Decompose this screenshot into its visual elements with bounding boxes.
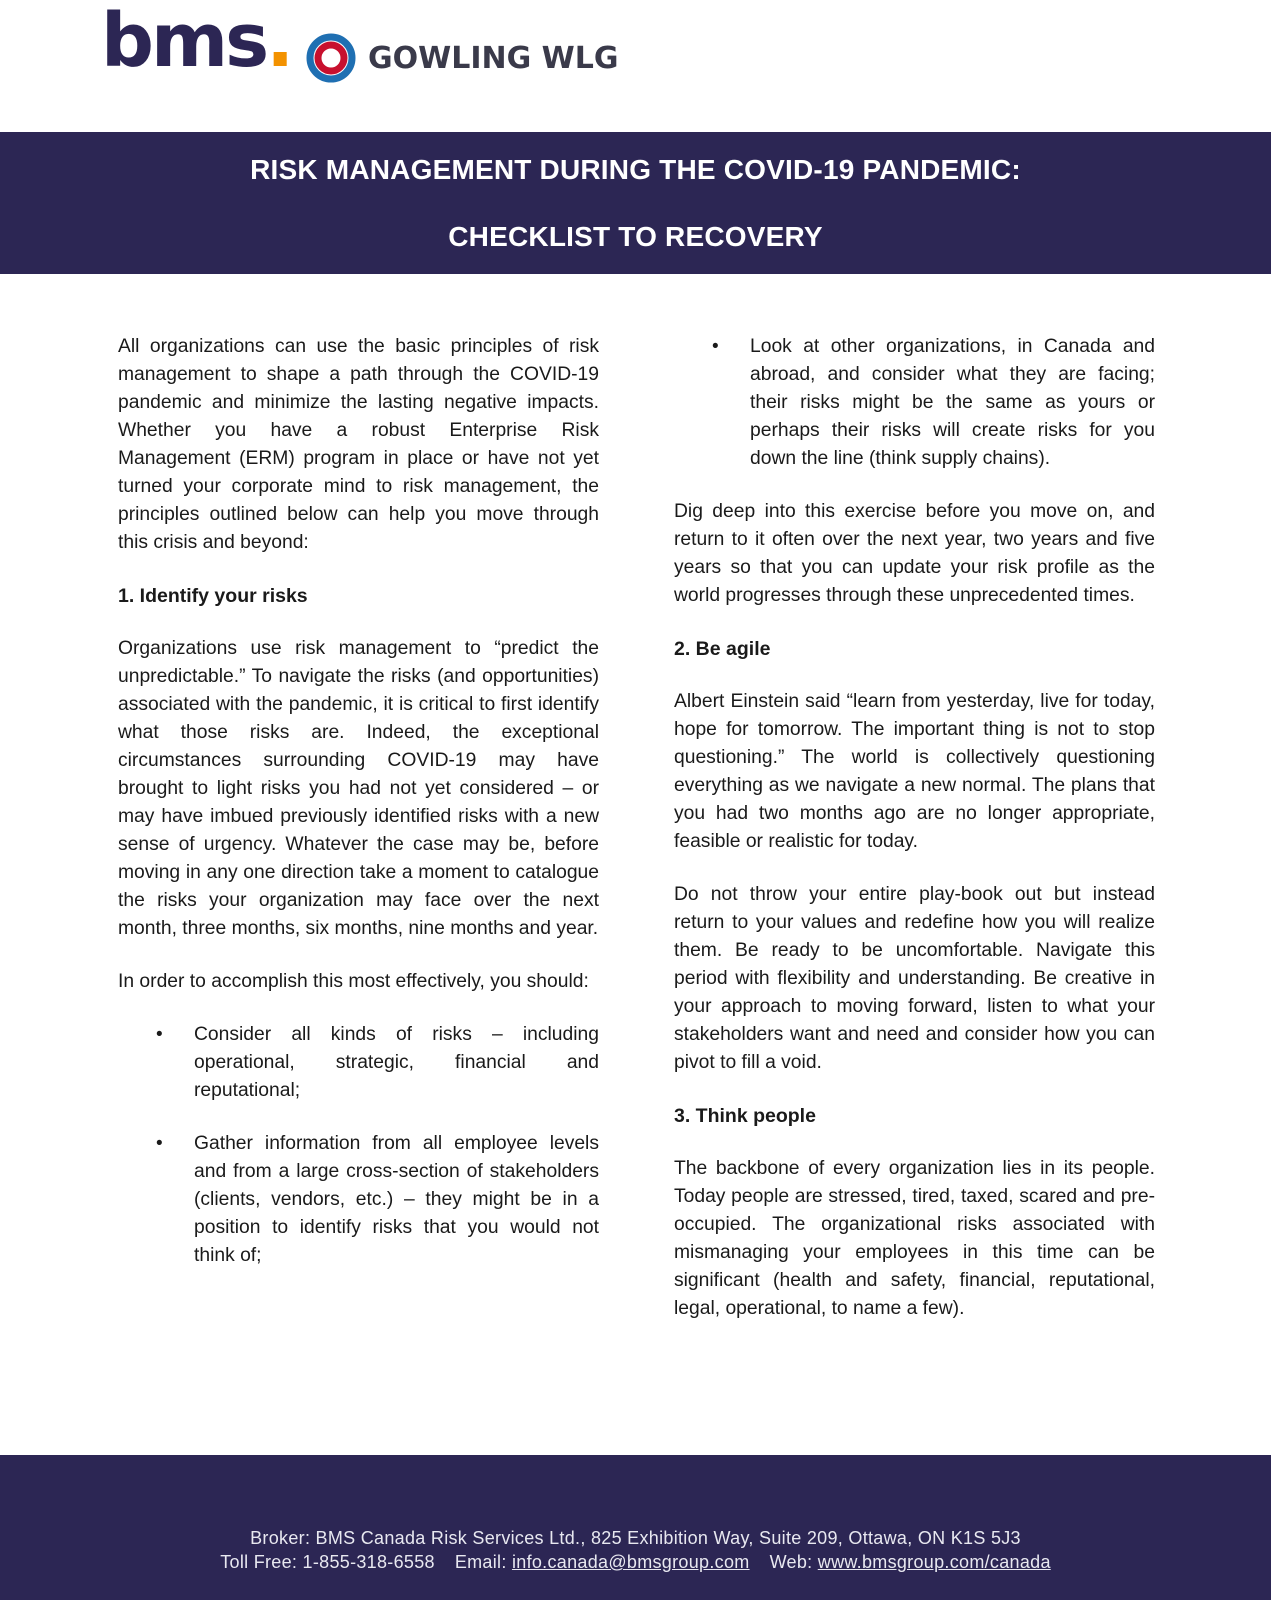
bullet-icon: •	[156, 1133, 163, 1154]
left-column	[118, 333, 599, 1295]
risk-checklist-continued	[674, 333, 1155, 473]
people-paragraph: The backbone of every organization lies in its people. Today people are stressed, tired, taxed, scared and pre-occupied. The organizational risks associated with mismanaging your employees in this time can be significant (health and safety, financial, reputational, legal, operational, to name a few).	[674, 1158, 1155, 1319]
toll-free-number: Toll Free: 1-855-318-6558	[220, 1552, 435, 1572]
document-title: RISK MANAGEMENT DURING THE COVID-19 PANDEMIC:	[250, 154, 1021, 185]
broker-address: Broker: BMS Canada Risk Services Ltd., 825 Exhibition Way, Suite 209, Ottawa, ON K1S 5J3	[250, 1528, 1021, 1548]
playbook-paragraph: Do not throw your entire play-book out but instead return to your values and redefine how you will realize them. Be ready to be uncomfortable. Navigate this period with flexibility and understanding. Be creative in your approach to moving forward, listen to what your stakeholders want and need and consider how you can pivot to fill a void.	[674, 884, 1155, 1073]
section-heading-think-people: 3. Think people	[674, 1105, 816, 1127]
right-column	[674, 333, 1155, 1348]
contact-line	[0, 1552, 1271, 1573]
list-item-text: Consider all kinds of risks – including operational, strategic, financial and reputational;	[194, 1024, 599, 1101]
gowling-logo-text: GOWLING WLG	[368, 40, 619, 76]
bms-logo-dot: .	[266, 0, 292, 84]
web-label: Web:	[769, 1552, 813, 1572]
einstein-paragraph: Albert Einstein said “learn from yesterday, live for today, hope for tomorrow. The important thing is not to stop questioning.” The world is collectively questioning everything as we navigate a new normal. The plans that you had two months ago are no longer appropriate, feasible or realistic for today.	[674, 691, 1155, 852]
footer	[0, 1455, 1271, 1600]
list-item	[118, 1021, 599, 1105]
accomplish-paragraph: In order to accomplish this most effectively, you should:	[118, 971, 589, 992]
dig-deep-paragraph: Dig deep into this exercise before you move on, and return to it often over the next year, two years and five years so that you can update your risk profile as the world progresses through these unprecedented times.	[674, 501, 1155, 606]
list-item-text: Gather information from all employee levels and from a large cross-section of stakeholders (clients, vendors, etc.) – they might be in a position to identify risks that you would not think of;	[194, 1133, 599, 1266]
list-item-text: Look at other organizations, in Canada and abroad, and consider what they are facing; their risks might be the same as yours or perhaps their risks will create risks for you down the line (think supply chains).	[750, 336, 1155, 469]
bullet-icon: •	[156, 1024, 163, 1045]
gowling-wlg-logo	[306, 33, 619, 83]
title-band	[0, 132, 1271, 274]
email-link[interactable]: info.canada@bmsgroup.com	[511, 1552, 750, 1572]
gowling-ring-icon	[306, 33, 356, 83]
bms-logo	[101, 0, 292, 84]
bms-logo-text: bms	[101, 0, 267, 84]
intro-paragraph: All organizations can use the basic principles of risk management to shape a path through the COVID-19 pandemic and minimize the lasting negative impacts. Whether you have a robust Enterprise Risk Management (ERM) program in place or have not yet turned your corporate mind to risk management, the principles outlined below can help you move through this crisis and beyond:	[118, 336, 599, 553]
list-item	[674, 333, 1155, 473]
identify-risks-paragraph: Organizations use risk management to “predict the unpredictable.” To navigate the risks (and opportunities) associated with the pandemic, it is critical to first identify what those risks are. Indeed, the exceptional circumstances surrounding COVID-19 may have brought to light risks you had not yet considered – or may have imbued previously identified risks with a new sense of urgency. Whatever the case may be, before moving in any one direction take a moment to catalogue the risks your organization may face over the next month, three months, six months, nine months and year.	[118, 638, 599, 939]
website-link[interactable]: www.bmsgroup.com/canada	[817, 1552, 1051, 1572]
risk-checklist	[118, 1021, 599, 1270]
logo-bar	[0, 0, 1271, 132]
section-heading-be-agile: 2. Be agile	[674, 638, 771, 660]
email-label: Email:	[454, 1552, 507, 1572]
section-heading-identify-risks: 1. Identify your risks	[118, 585, 308, 607]
document-subtitle: CHECKLIST TO RECOVERY	[448, 221, 823, 252]
list-item	[118, 1130, 599, 1270]
bullet-icon: •	[712, 336, 719, 357]
